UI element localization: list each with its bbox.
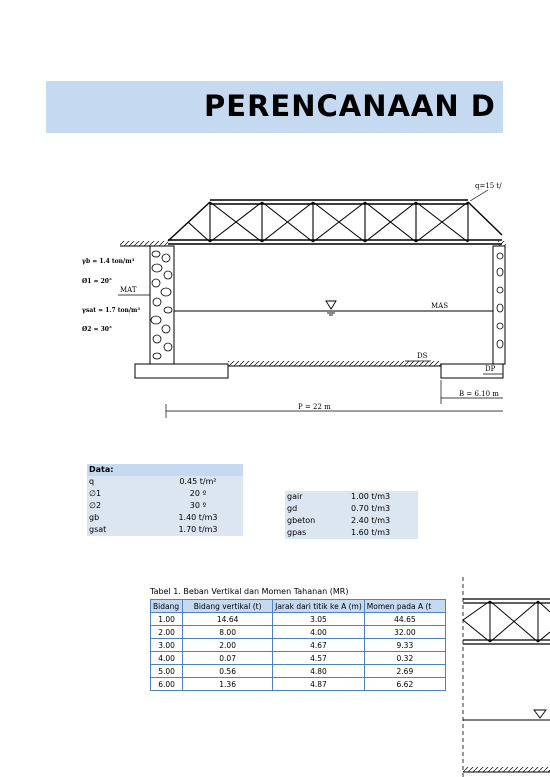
abutment-right: [493, 246, 505, 364]
dimension-p: [166, 404, 503, 418]
mr-table: [150, 599, 446, 691]
table-row: [151, 626, 446, 639]
mat-label: MAT: [120, 286, 137, 294]
data-value: 1.60 t/m3: [349, 527, 418, 539]
phi1-label: Ø1 = 20°: [82, 278, 112, 285]
table-row: [151, 613, 446, 626]
mr-table-container: [150, 599, 446, 691]
column-header: Momen pada A (t: [364, 600, 445, 613]
table-cell: 0.32: [364, 652, 445, 665]
data-value: 1.40 t/m3: [153, 512, 243, 524]
data-value: 2.40 t/m3: [349, 515, 418, 527]
data-label: gair: [285, 491, 349, 503]
gamma-b-label: γb = 1.4 ton/m³: [82, 258, 135, 265]
channel-bed: [228, 361, 441, 366]
b-label: B = 6.10 m: [459, 390, 499, 398]
mas-label: MAS: [431, 302, 449, 310]
table-caption: Tabel 1. Beban Vertikal dan Momen Tahanan (MR): [150, 587, 349, 596]
column-header: Bidang: [151, 600, 183, 613]
table-cell: 6.00: [151, 678, 183, 691]
table-cell: 8.00: [183, 626, 273, 639]
ds-label: DS: [417, 352, 428, 360]
table-cell: 2.00: [151, 626, 183, 639]
table-cell: 0.56: [183, 665, 273, 678]
footing-left: [135, 364, 228, 378]
unit-weight-table: [285, 491, 418, 539]
table-cell: 9.33: [364, 639, 445, 652]
data-label: gpas: [285, 527, 349, 539]
phi2-label: Ø2 = 30°: [82, 326, 112, 333]
water-level-symbol: [326, 301, 336, 315]
table-cell: 3.05: [273, 613, 365, 626]
table-cell: 6.62: [364, 678, 445, 691]
table-cell: 1.36: [183, 678, 273, 691]
data-header: Data:: [87, 464, 153, 476]
load-label: q=15 t/: [475, 182, 502, 190]
data-value: 30 º: [153, 500, 243, 512]
data-value: 0.45 t/m²: [153, 476, 243, 488]
p-label: P = 22 m: [298, 403, 331, 411]
table-cell: 4.67: [273, 639, 365, 652]
data-value: 0.70 t/m3: [349, 503, 418, 515]
abutment-left: [150, 246, 174, 364]
ground-hatch-left: [120, 241, 168, 246]
table-cell: 4.87: [273, 678, 365, 691]
column-header: Jarak dari titik ke A (m): [273, 600, 365, 613]
data-label: gb: [87, 512, 153, 524]
table-row: [151, 639, 446, 652]
table-cell: 44.65: [364, 613, 445, 626]
table-cell: 3.00: [151, 639, 183, 652]
table-row: [151, 652, 446, 665]
data-label: ∅2: [87, 500, 153, 512]
table-cell: 4.00: [151, 652, 183, 665]
table-row: [151, 665, 446, 678]
table-cell: 5.00: [151, 665, 183, 678]
table-row: [151, 678, 446, 691]
table-cell: 4.57: [273, 652, 365, 665]
table-cell: 14.64: [183, 613, 273, 626]
data-value: 1.70 t/m3: [153, 524, 243, 536]
data-label: ∅1: [87, 488, 153, 500]
data-value: 20 º: [153, 488, 243, 500]
table-cell: 0.07: [183, 652, 273, 665]
table-cell: 4.80: [273, 665, 365, 678]
table-cell: 2.69: [364, 665, 445, 678]
column-header: Bidang vertikal (t): [183, 600, 273, 613]
table-cell: 2.00: [183, 639, 273, 652]
data-label: gsat: [87, 524, 153, 536]
table-header-row: [151, 600, 446, 613]
table-cell: 4.00: [273, 626, 365, 639]
page-title: PERENCANAAN D: [204, 89, 496, 123]
data-label: q: [87, 476, 153, 488]
data-label: gd: [285, 503, 349, 515]
data-label: gbeton: [285, 515, 349, 527]
gamma-sat-label: γsat = 1.7 ton/m³: [82, 307, 141, 314]
table-cell: 1.00: [151, 613, 183, 626]
data-table: [87, 464, 243, 536]
table-cell: 32.00: [364, 626, 445, 639]
steel-truss: [168, 200, 502, 244]
dp-label: DP: [485, 365, 496, 373]
truss-preview-lower: [463, 577, 550, 777]
data-value: 1.00 t/m3: [349, 491, 418, 503]
